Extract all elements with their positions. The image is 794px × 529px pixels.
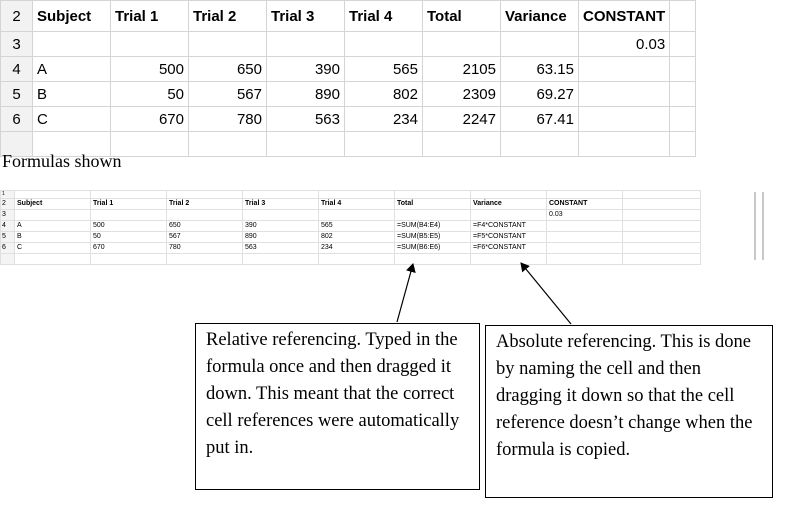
values-cell[interactable]: Variance [501, 1, 579, 32]
values-cell[interactable] [501, 132, 579, 157]
formula-cell[interactable] [319, 210, 395, 221]
formula-row [1, 221, 701, 232]
formula-cell[interactable] [623, 191, 701, 199]
formula-row [1, 210, 701, 221]
values-cell[interactable]: 390 [267, 57, 345, 82]
values-cell[interactable] [670, 57, 696, 82]
formula-cell[interactable]: Trial 1 [91, 199, 167, 210]
absolute-arrow [521, 263, 571, 324]
formula-cell[interactable] [167, 254, 243, 265]
values-cell[interactable] [189, 32, 267, 57]
formula-cell[interactable] [243, 254, 319, 265]
values-cell[interactable]: CONSTANT [579, 1, 670, 32]
formula-cell[interactable]: =SUM(B6:E6) [395, 243, 471, 254]
values-cell[interactable] [579, 57, 670, 82]
values-cell[interactable] [579, 82, 670, 107]
formula-row [1, 254, 701, 265]
formula-cell[interactable] [471, 210, 547, 221]
formula-cell[interactable] [547, 232, 623, 243]
values-row [1, 107, 696, 132]
formula-cell[interactable]: Variance [471, 199, 547, 210]
formula-cell[interactable] [395, 191, 471, 199]
formula-cell[interactable] [243, 191, 319, 199]
formula-cell[interactable]: Subject [15, 199, 91, 210]
formula-cell[interactable]: Total [395, 199, 471, 210]
values-cell[interactable]: 670 [111, 107, 189, 132]
values-cell[interactable]: C [33, 107, 111, 132]
values-cell[interactable] [423, 32, 501, 57]
formula-cell[interactable] [623, 199, 701, 210]
values-cell[interactable] [33, 32, 111, 57]
formula-cell[interactable] [15, 254, 91, 265]
formula-cell[interactable]: 50 [91, 232, 167, 243]
formula-cell[interactable] [623, 210, 701, 221]
window-edge [754, 192, 764, 260]
formula-cell[interactable]: 670 [91, 243, 167, 254]
formula-cell[interactable]: A [15, 221, 91, 232]
values-cell[interactable]: 69.27 [501, 82, 579, 107]
values-cell[interactable] [111, 32, 189, 57]
values-cell[interactable]: 67.41 [501, 107, 579, 132]
formula-cell[interactable]: =SUM(B4:E4) [395, 221, 471, 232]
values-cell[interactable]: Subject [33, 1, 111, 32]
values-cell[interactable]: Trial 1 [111, 1, 189, 32]
formula-cell[interactable] [547, 243, 623, 254]
formula-cell[interactable]: Trial 4 [319, 199, 395, 210]
row-header[interactable]: 2 [1, 1, 33, 32]
formula-cell[interactable]: 500 [91, 221, 167, 232]
formula-cell[interactable] [243, 210, 319, 221]
values-cell[interactable]: 2247 [423, 107, 501, 132]
values-cell[interactable]: 567 [189, 82, 267, 107]
values-cell[interactable]: 802 [345, 82, 423, 107]
values-cell[interactable]: 2105 [423, 57, 501, 82]
values-cell[interactable]: 234 [345, 107, 423, 132]
values-cell[interactable]: 650 [189, 57, 267, 82]
relative-referencing-callout: Relative referencing. Typed in the formula once and then dragged it down. This meant that the correct cell references were automatically put in. [195, 323, 480, 490]
formula-cell[interactable] [547, 254, 623, 265]
row-header[interactable]: 2 [1, 199, 15, 210]
row-header[interactable]: 5 [1, 82, 33, 107]
row-header[interactable]: 6 [1, 243, 15, 254]
values-spreadsheet [0, 0, 696, 157]
formula-cell[interactable]: 802 [319, 232, 395, 243]
formula-cell[interactable]: 650 [167, 221, 243, 232]
formula-cell[interactable] [15, 191, 91, 199]
row-header[interactable]: 1 [1, 191, 15, 199]
formula-cell[interactable]: 890 [243, 232, 319, 243]
values-row [1, 1, 696, 32]
values-cell[interactable] [670, 82, 696, 107]
formula-cell[interactable] [547, 221, 623, 232]
relative-arrow [397, 264, 413, 322]
values-row [1, 32, 696, 57]
formula-cell[interactable] [15, 210, 91, 221]
values-cell[interactable] [670, 1, 696, 32]
formula-cell[interactable]: CONSTANT [547, 199, 623, 210]
values-cell[interactable] [423, 132, 501, 157]
formula-cell[interactable] [319, 254, 395, 265]
formula-cell[interactable] [623, 254, 701, 265]
values-cell[interactable]: 0.03 [579, 32, 670, 57]
formula-cell[interactable]: Trial 3 [243, 199, 319, 210]
values-cell[interactable]: B [33, 82, 111, 107]
row-header[interactable]: 4 [1, 57, 33, 82]
formula-cell[interactable] [91, 254, 167, 265]
formula-cell[interactable] [167, 210, 243, 221]
formula-cell[interactable] [395, 254, 471, 265]
formula-cell[interactable] [471, 191, 547, 199]
formula-cell[interactable]: =F4*CONSTANT [471, 221, 547, 232]
formula-cell[interactable]: 0.03 [547, 210, 623, 221]
formula-row [1, 243, 701, 254]
formula-cell[interactable]: B [15, 232, 91, 243]
formula-cell[interactable]: Trial 2 [167, 199, 243, 210]
formula-cell[interactable] [91, 210, 167, 221]
formula-cell[interactable] [167, 191, 243, 199]
formula-cell[interactable] [623, 232, 701, 243]
values-cell[interactable] [579, 132, 670, 157]
formula-cell[interactable] [623, 221, 701, 232]
values-cell[interactable] [345, 32, 423, 57]
values-cell[interactable]: 563 [267, 107, 345, 132]
values-row [1, 57, 696, 82]
row-header[interactable]: 6 [1, 107, 33, 132]
values-cell[interactable]: 63.15 [501, 57, 579, 82]
values-cell[interactable] [501, 32, 579, 57]
formula-row [1, 232, 701, 243]
row-header[interactable]: 3 [1, 210, 15, 221]
formula-row [1, 191, 701, 199]
formula-cell[interactable]: 390 [243, 221, 319, 232]
formula-cell[interactable]: =F6*CONSTANT [471, 243, 547, 254]
values-cell[interactable] [267, 132, 345, 157]
values-cell[interactable]: Trial 4 [345, 1, 423, 32]
absolute-referencing-callout: Absolute referencing. This is done by naming the cell and then dragging it down so that the cell reference doesn’t change when the formula is copied. [485, 325, 773, 498]
values-cell[interactable] [579, 107, 670, 132]
formula-cell[interactable]: C [15, 243, 91, 254]
row-header[interactable] [1, 254, 15, 265]
row-header[interactable]: 3 [1, 32, 33, 57]
formula-cell[interactable]: =F5*CONSTANT [471, 232, 547, 243]
formula-row [1, 199, 701, 210]
values-cell[interactable]: 565 [345, 57, 423, 82]
formula-cell[interactable]: 563 [243, 243, 319, 254]
values-cell[interactable]: 2309 [423, 82, 501, 107]
formula-cell[interactable]: 567 [167, 232, 243, 243]
formula-cell[interactable] [471, 254, 547, 265]
values-cell[interactable] [670, 132, 696, 157]
values-row [1, 82, 696, 107]
values-cell[interactable]: A [33, 57, 111, 82]
values-cell[interactable]: Trial 3 [267, 1, 345, 32]
row-header[interactable]: 4 [1, 221, 15, 232]
values-cell[interactable] [670, 32, 696, 57]
values-cell[interactable]: 50 [111, 82, 189, 107]
values-cell[interactable]: Trial 2 [189, 1, 267, 32]
values-cell[interactable]: 780 [189, 107, 267, 132]
values-cell[interactable]: 890 [267, 82, 345, 107]
values-cell[interactable] [267, 32, 345, 57]
formula-cell[interactable]: 780 [167, 243, 243, 254]
formula-cell[interactable] [623, 243, 701, 254]
values-cell[interactable] [189, 132, 267, 157]
formula-cell[interactable] [547, 191, 623, 199]
values-cell[interactable] [111, 132, 189, 157]
formula-cell[interactable]: 234 [319, 243, 395, 254]
formulas-caption: Formulas shown [2, 151, 122, 171]
formula-cell[interactable]: 565 [319, 221, 395, 232]
formula-cell[interactable] [319, 191, 395, 199]
values-cell[interactable] [345, 132, 423, 157]
formula-cell[interactable]: =SUM(B5:E5) [395, 232, 471, 243]
values-cell[interactable]: Total [423, 1, 501, 32]
row-header[interactable]: 5 [1, 232, 15, 243]
formula-cell[interactable] [395, 210, 471, 221]
values-cell[interactable]: 500 [111, 57, 189, 82]
formula-cell[interactable] [91, 191, 167, 199]
values-cell[interactable] [670, 107, 696, 132]
formulas-spreadsheet [0, 190, 701, 265]
